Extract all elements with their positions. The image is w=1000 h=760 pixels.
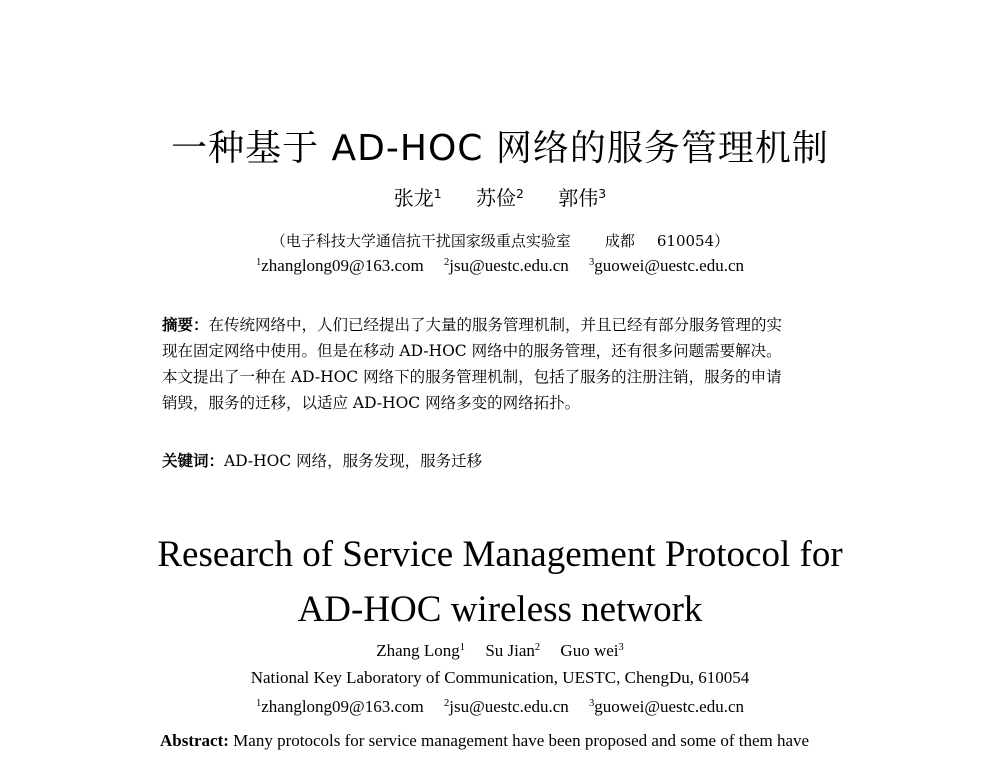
abstract-line xyxy=(162,312,870,338)
author-name: 苏俭 xyxy=(476,186,517,210)
author-2 xyxy=(476,186,524,210)
english-title-line-1: Research of Service Management Protocol for xyxy=(157,534,843,575)
abstract-line xyxy=(160,727,880,754)
abstract-text: Many protocols for service management have been proposed and some of them have xyxy=(233,731,810,750)
chinese-affiliation xyxy=(0,230,1000,251)
author-sup: 1 xyxy=(433,186,442,202)
author-3 xyxy=(558,186,606,210)
abstract-line: 销毁，服务的迁移，以适应 AD-HOC 网络多变的网络拓扑。 xyxy=(162,394,581,412)
email-address: guowei@uestc.edu.cn xyxy=(594,697,745,716)
paren-open: （ xyxy=(270,232,286,250)
zip-code: 610054 xyxy=(656,232,715,250)
keywords-label: 关键词： xyxy=(162,451,225,470)
abstract-line: 现在固定网络中使用。但是在移动 AD-HOC 网络中的服务管理，还有很多问题需要解决。 xyxy=(162,342,782,360)
author-1 xyxy=(394,186,442,210)
author-sup: 1 xyxy=(459,642,466,654)
chinese-title: 一种基于 AD-HOC 网络的服务管理机制 xyxy=(171,128,829,169)
email-address: guowei@uestc.edu.cn xyxy=(594,256,745,275)
email-1[interactable] xyxy=(256,256,424,275)
email-sup: 1 xyxy=(255,698,262,710)
author-sup: 2 xyxy=(534,642,541,654)
email-address: jsu@uestc.edu.cn xyxy=(449,697,569,716)
email-address: zhanglong09@163.com xyxy=(261,256,424,275)
email-1[interactable] xyxy=(256,697,424,716)
author-name: Guo wei xyxy=(560,641,619,660)
email-sup: 3 xyxy=(589,698,595,710)
author-name: 郭伟 xyxy=(558,186,599,210)
author-name: Zhang Long xyxy=(376,641,460,660)
author-name: Su Jian xyxy=(485,641,535,660)
email-3[interactable] xyxy=(589,697,744,716)
author-sup: 3 xyxy=(618,642,624,654)
email-3[interactable] xyxy=(589,256,744,275)
english-abstract xyxy=(160,727,880,754)
english-authors xyxy=(0,641,1000,661)
email-sup: 1 xyxy=(255,257,262,269)
author-3 xyxy=(560,641,623,660)
keywords-text: AD-HOC 网络，服务发现，服务迁移 xyxy=(224,452,483,470)
lab-name: 电子科技大学通信抗干扰国家级重点实验室 xyxy=(285,232,571,250)
author-1 xyxy=(376,641,465,660)
abstract-label: Abstract: xyxy=(160,731,229,750)
chinese-keywords xyxy=(162,448,870,474)
email-sup: 3 xyxy=(589,257,595,269)
author-sup: 2 xyxy=(516,186,524,202)
email-2[interactable] xyxy=(444,697,569,716)
english-emails xyxy=(0,697,1000,717)
abstract-label: 摘要： xyxy=(162,315,209,334)
english-affiliation: National Key Laboratory of Communication, UESTC, ChengDu, 610054 xyxy=(250,668,750,687)
email-address: zhanglong09@163.com xyxy=(261,697,424,716)
email-sup: 2 xyxy=(443,698,450,710)
chinese-authors xyxy=(0,182,1000,211)
chinese-abstract xyxy=(162,312,870,416)
email-2[interactable] xyxy=(444,256,569,275)
email-sup: 2 xyxy=(443,257,450,269)
city: 成都 xyxy=(604,232,635,250)
abstract-line: 本文提出了一种在 AD-HOC 网络下的服务管理机制，包括了服务的注册注销，服务的申请 xyxy=(162,368,782,386)
author-2 xyxy=(485,641,540,660)
english-title-line-2: AD-HOC wireless network xyxy=(297,589,703,630)
paren-close: ） xyxy=(714,232,730,250)
chinese-emails xyxy=(0,256,1000,276)
email-address: jsu@uestc.edu.cn xyxy=(449,256,569,275)
author-name: 张龙 xyxy=(393,186,434,210)
author-sup: 3 xyxy=(598,186,607,202)
abstract-text: 在传统网络中，人们已经提出了大量的服务管理机制，并且已经有部分服务管理的实 xyxy=(208,316,783,334)
